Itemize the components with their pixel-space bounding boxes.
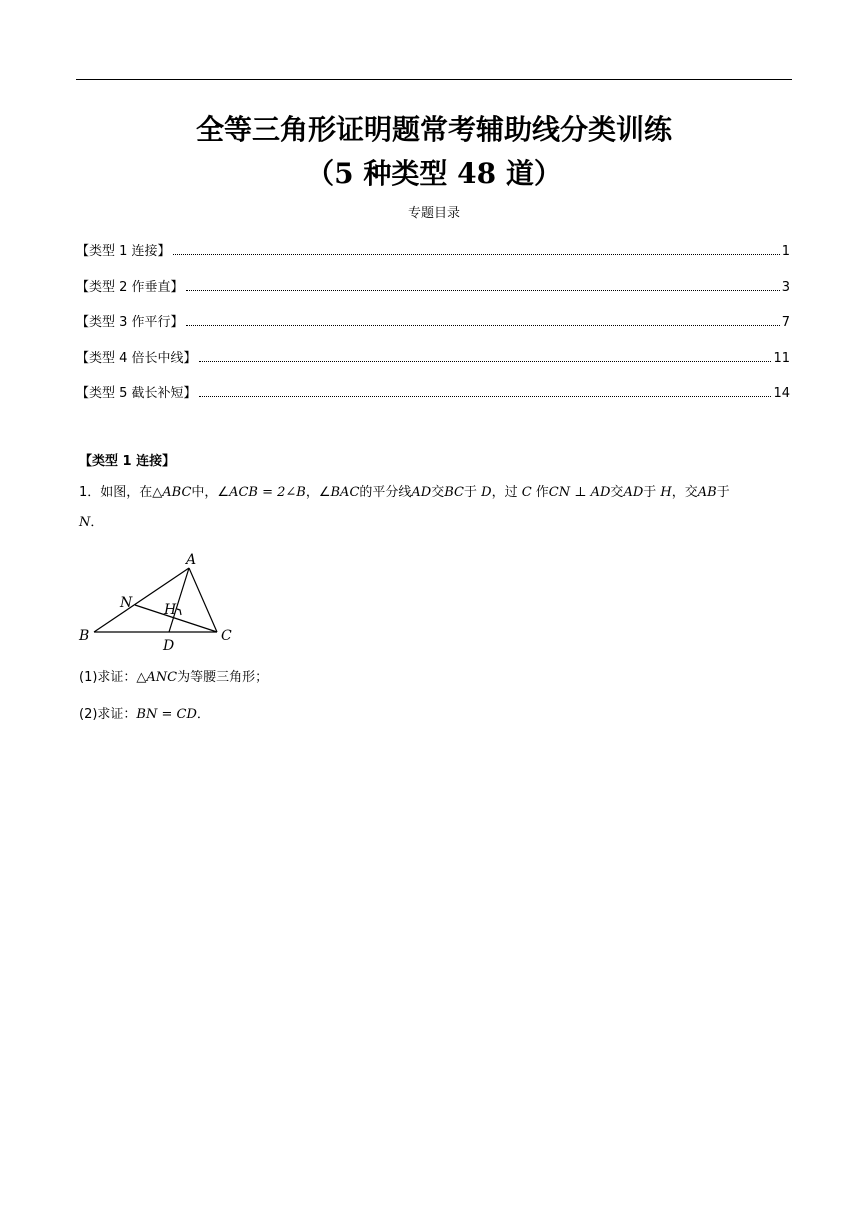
toc-entry-page: 1 bbox=[781, 244, 790, 259]
question-text: 的平分线 bbox=[359, 485, 412, 500]
sub-question-2 bbox=[79, 703, 210, 722]
question-text: ，交 bbox=[671, 485, 698, 500]
sub-question-text: ． bbox=[196, 707, 210, 722]
toc-leader-dots bbox=[186, 324, 780, 326]
section-heading: 【类型 1 连接】 bbox=[79, 454, 176, 469]
math-expr: AD bbox=[411, 485, 432, 500]
vertex-label-c: C bbox=[221, 628, 232, 644]
question-text: ，过 bbox=[491, 485, 522, 500]
toc-entry-type4[interactable] bbox=[76, 347, 790, 383]
math-expr: AB bbox=[697, 485, 717, 500]
toc-entry-label: 【类型 1 连接】 bbox=[76, 244, 171, 259]
toc-entry-label: 【类型 4 倍长中线】 bbox=[76, 350, 197, 366]
math-expr: ABC bbox=[162, 485, 192, 500]
question-text: 中，∠ bbox=[191, 485, 230, 500]
toc-entry-type3[interactable] bbox=[76, 311, 790, 347]
table-of-contents bbox=[76, 240, 790, 418]
toc-leader-dots bbox=[199, 360, 772, 362]
sub-question-text: (1)求证：△ bbox=[79, 670, 147, 685]
math-expr: AD bbox=[623, 485, 644, 500]
document-title: 全等三角形证明题常考辅助线分类训练 bbox=[195, 113, 672, 146]
math-expr: ACB = 2∠B bbox=[229, 485, 306, 500]
right-angle-mark bbox=[177, 609, 181, 615]
math-expr: CN ⊥ AD bbox=[548, 485, 611, 500]
document-title-line2: （5 种类型 48 道） bbox=[306, 157, 562, 190]
question-text: 于 bbox=[716, 485, 730, 500]
question-1-text bbox=[79, 478, 789, 538]
header-rule bbox=[76, 79, 792, 80]
point-label-n: N bbox=[120, 595, 133, 611]
toc-entry-label: 【类型 5 截长补短】 bbox=[76, 386, 197, 401]
question-text: 交 bbox=[431, 485, 445, 500]
point-label-h: H bbox=[164, 602, 177, 618]
math-expr: BAC bbox=[330, 485, 360, 500]
toc-entry-label: 【类型 3 作平行】 bbox=[76, 315, 184, 330]
segment-ba bbox=[94, 568, 189, 632]
toc-leader-dots bbox=[199, 395, 772, 397]
toc-entry-type5[interactable] bbox=[76, 382, 790, 418]
question-text: 于 bbox=[643, 485, 661, 500]
segment-ac bbox=[189, 568, 217, 632]
math-expr: D bbox=[481, 485, 492, 500]
toc-entry-page: 11 bbox=[773, 350, 790, 366]
toc-leader-dots bbox=[186, 289, 780, 291]
question-text: 1．如图，在△ bbox=[79, 485, 163, 500]
toc-heading: 专题目录 bbox=[407, 206, 460, 221]
point-label-d: D bbox=[163, 638, 175, 654]
toc-entry-type2[interactable] bbox=[76, 276, 790, 312]
question-text: ． bbox=[90, 515, 104, 530]
vertex-label-b: B bbox=[79, 628, 90, 644]
triangle-figure bbox=[76, 550, 246, 660]
question-text: 交 bbox=[610, 485, 624, 500]
math-expr: ANC bbox=[146, 670, 178, 685]
toc-entry-label: 【类型 2 作垂直】 bbox=[76, 279, 184, 295]
question-text: 于 bbox=[463, 485, 482, 500]
sub-question-1 bbox=[79, 666, 268, 685]
math-expr: BN = CD bbox=[136, 707, 197, 722]
sub-question-text: (2)求证： bbox=[79, 707, 137, 722]
question-text: 作 bbox=[531, 485, 549, 500]
math-expr: BC bbox=[444, 485, 464, 500]
question-text: ，∠ bbox=[305, 485, 331, 500]
math-expr: N bbox=[79, 515, 91, 530]
math-expr: H bbox=[660, 485, 672, 500]
math-expr: C bbox=[521, 485, 532, 500]
toc-entry-type1[interactable] bbox=[76, 240, 790, 276]
toc-leader-dots bbox=[173, 253, 780, 255]
toc-entry-page: 7 bbox=[781, 315, 790, 330]
toc-entry-page: 14 bbox=[773, 386, 790, 401]
sub-question-text: 为等腰三角形； bbox=[177, 670, 269, 685]
toc-entry-page: 3 bbox=[781, 279, 790, 295]
vertex-label-a: A bbox=[186, 552, 197, 568]
